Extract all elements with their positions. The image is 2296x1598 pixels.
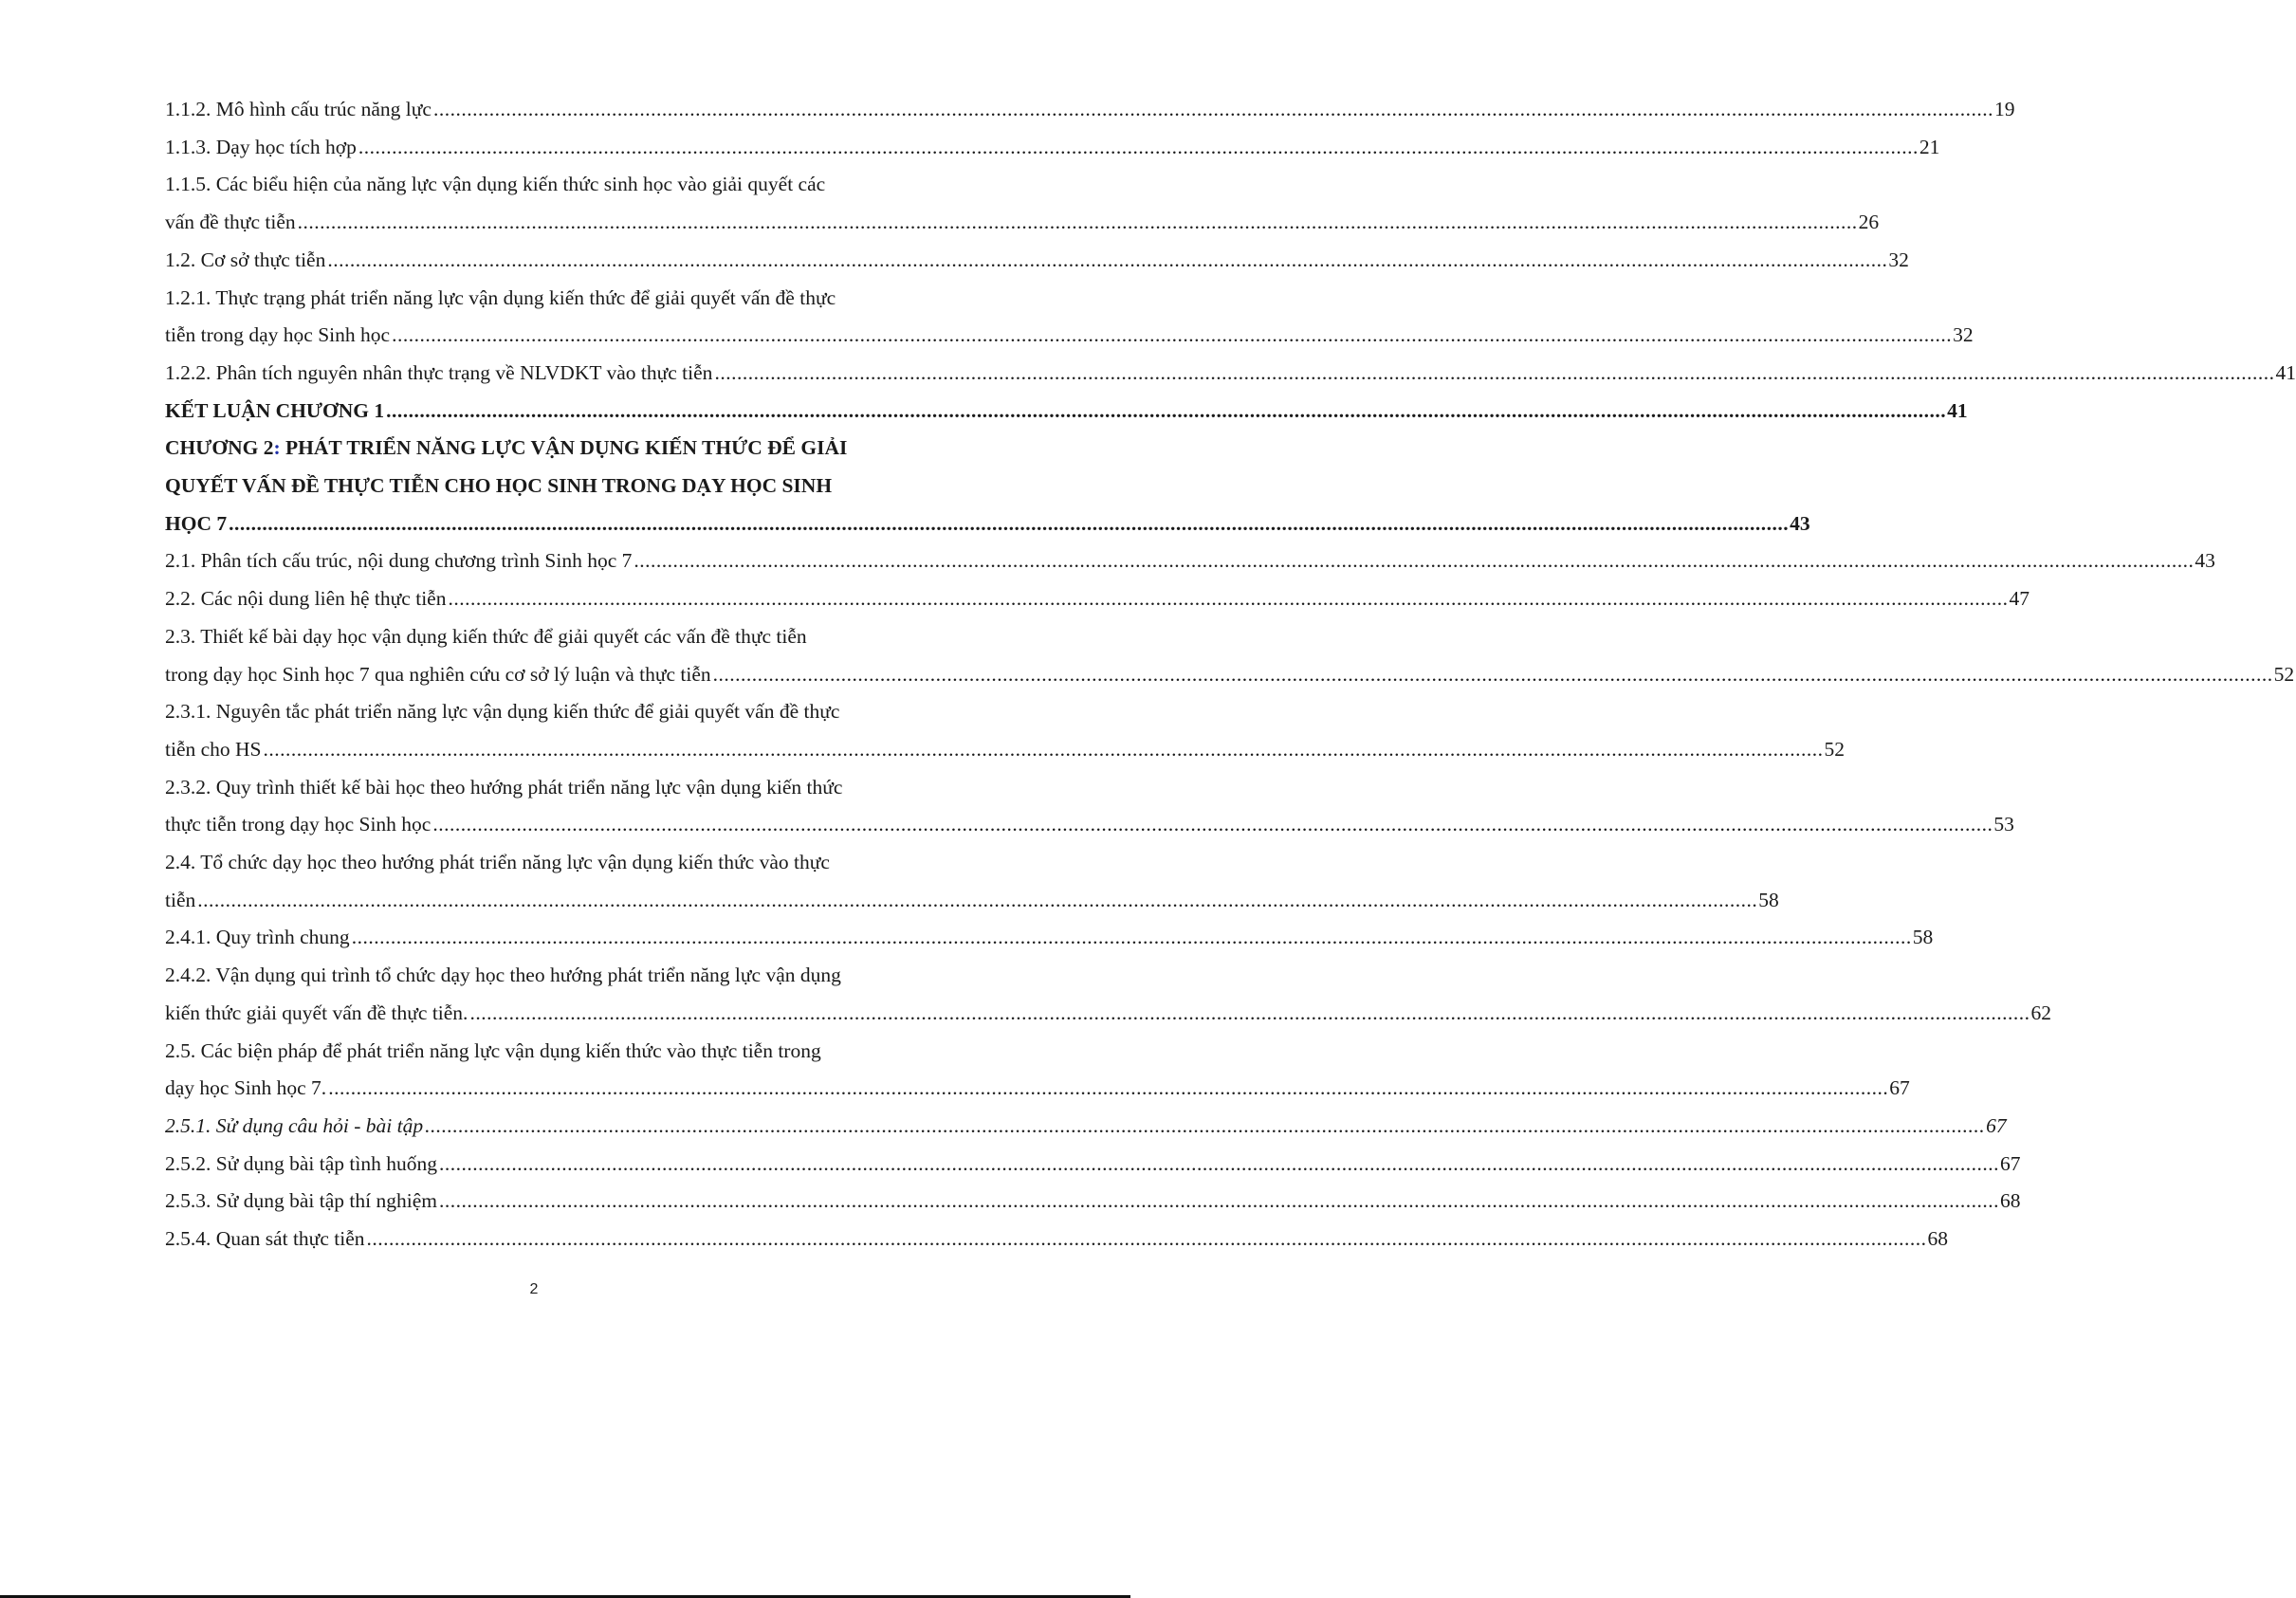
toc-entry-line: 2.4.2. Vận dụng qui trình tổ chức dạy học theo hướng phát triển năng lực vận dụng [165,964,841,987]
toc-entry [165,731,1846,769]
dot-leader [714,355,2274,393]
toc-entry-title: 2.5.4. Quan sát thực tiễn [165,1227,365,1251]
toc-entry [165,542,2215,580]
chapter-colon: : [273,436,281,460]
table-of-contents [165,91,2296,1258]
dot-leader [386,393,1946,431]
toc-entry-page: 67 [1986,1113,2007,1137]
dot-leader [433,91,1993,129]
dot-leader [367,1221,1927,1258]
page-number: 2 [529,1281,539,1297]
toc-entry-title: KẾT LUẬN CHƯƠNG 1 [165,398,385,422]
toc-entry-title: 1.2. Cơ sở thực tiễn [165,248,326,271]
toc-entry-chapter-conclusion [165,393,1968,431]
toc-entry [165,355,2296,393]
toc-entry-page: 52 [2273,662,2295,686]
toc-entry-page: 67 [1889,1076,1910,1100]
toc-entry-chapter [165,505,1810,543]
toc-entry-line: 2.5. Các biện pháp để phát triển năng lực vận dụng kiến thức vào thực tiễn trong [165,1038,821,1062]
toc-entry-page: 62 [2030,1001,2051,1024]
toc-entry [165,1070,1910,1108]
dot-leader [634,542,2194,580]
toc-entry [165,317,1974,355]
dot-leader [229,505,1789,543]
toc-entry [165,129,1940,167]
dot-leader [264,731,1824,769]
toc-entry-page: 68 [1999,1189,2021,1213]
toc-entry-title: 2.4.1. Quy trình chung [165,926,350,949]
dot-leader [439,1183,1999,1221]
toc-entry-title: 2.2. Các nội dung liên hệ thực tiễn [165,587,447,611]
toc-entry [165,1146,2021,1184]
dot-leader [713,656,2273,694]
toc-entry [165,656,2295,694]
dot-leader [197,882,1757,920]
toc-entry-page: 53 [1993,813,2014,836]
toc-entry-title: tiễn [165,888,196,911]
toc-entry-title: kiến thức giải quyết vấn đề thực tiễn. [165,1001,468,1024]
toc-entry-title: 2.1. Phân tích cấu trúc, nội dung chương trình Sinh học 7 [165,549,633,573]
toc-entry-title: 1.1.3. Dạy học tích hợp [165,135,357,158]
toc-entry-title: 2.5.1. Sử dụng câu hỏi - bài tập [165,1113,424,1137]
dot-leader [298,204,1858,242]
dot-leader [327,242,1887,280]
toc-entry-title: 1.1.2. Mô hình cấu trúc năng lực [165,98,432,120]
toc-entry [165,91,2015,129]
chapter-heading-line [165,430,901,468]
toc-entry-title: dạy học Sinh học 7. [165,1076,327,1100]
toc-entry-page: 26 [1858,211,1880,234]
dot-leader [439,1146,1999,1184]
dot-leader [358,129,1919,167]
toc-entry-title: tiễn cho HS [165,737,262,761]
toc-entry-title: 1.2.2. Phân tích nguyên nhân thực trạng về NLVDKT vào thực tiễn [165,360,713,384]
toc-entry-page: 19 [1993,98,2015,120]
chapter-title-line: PHÁT TRIỂN NĂNG LỰC VẬN DỤNG KIẾN THỨC ĐỂ GIẢI [285,436,848,460]
toc-entry [165,580,2030,618]
toc-entry [165,919,1934,957]
toc-entry-title: 2.5.3. Sử dụng bài tập thí nghiệm [165,1189,437,1213]
toc-entry [165,882,1779,920]
dot-leader [352,919,1912,957]
toc-entry-page: 58 [1758,888,1779,911]
chapter-label: CHƯƠNG 2 [165,436,274,460]
toc-entry-line: 2.3.2. Quy trình thiết kế bài học theo hướng phát triển năng lực vận dụng kiến thức [165,775,843,799]
dot-leader [469,995,2030,1033]
toc-entry-title: 2.5.2. Sử dụng bài tập tình huống [165,1151,437,1175]
toc-entry [165,1183,2021,1221]
toc-entry-page: 43 [2195,549,2215,573]
dot-leader [328,1070,1888,1108]
dot-leader [448,580,2008,618]
toc-entry-page: 47 [2009,587,2030,611]
toc-entry [165,806,2014,844]
toc-entry-title: thực tiễn trong dạy học Sinh học [165,813,432,836]
toc-entry [165,242,1909,280]
toc-entry-page: 58 [1912,926,1934,949]
toc-entry-line: 1.2.1. Thực trạng phát triển năng lực vận dụng kiến thức để giải quyết vấn đề thực [165,285,836,309]
toc-entry-line: 2.3. Thiết kế bài dạy học vận dụng kiến thức để giải quyết các vấn đề thực tiễn [165,624,807,648]
toc-entry-line: 2.3.1. Nguyên tắc phát triển năng lực vận dụng kiến thức để giải quyết vấn đề thực [165,700,840,724]
toc-entry-page: 52 [1824,737,1846,761]
dot-leader [392,317,1952,355]
toc-entry-title: tiễn trong dạy học Sinh học [165,323,391,347]
toc-entry-title: trong dạy học Sinh học 7 qua nghiên cứu cơ sở lý luận và thực tiễn [165,662,711,686]
toc-entry-title: vấn đề thực tiễn [165,211,296,234]
toc-entry-page: 43 [1790,511,1810,535]
toc-entry-line: 1.1.5. Các biểu hiện của năng lực vận dụng kiến thức sinh học vào giải quyết các [165,173,826,196]
toc-entry-page: 67 [1999,1151,2021,1175]
dot-leader [432,806,1993,844]
toc-entry-page: 68 [1927,1227,1948,1251]
toc-entry [165,1221,1948,1258]
toc-entry-line: 2.4. Tổ chức dạy học theo hướng phát triển năng lực vận dụng kiến thức vào thực [165,851,830,874]
toc-entry-italic [165,1108,2007,1146]
toc-entry-page: 32 [1888,248,1909,271]
toc-entry-title: HỌC 7 [165,511,228,535]
toc-entry-page: 41 [1947,398,1968,422]
toc-entry [165,204,1880,242]
toc-entry-page: 41 [2275,360,2296,384]
toc-entry-page: 21 [1919,135,1940,158]
dot-leader [425,1108,1985,1146]
toc-entry-page: 32 [1953,323,1974,347]
chapter-title-line: QUYẾT VẤN ĐỀ THỰC TIỄN CHO HỌC SINH TRONG DẠY HỌC SINH [165,474,833,498]
toc-entry [165,995,2051,1033]
